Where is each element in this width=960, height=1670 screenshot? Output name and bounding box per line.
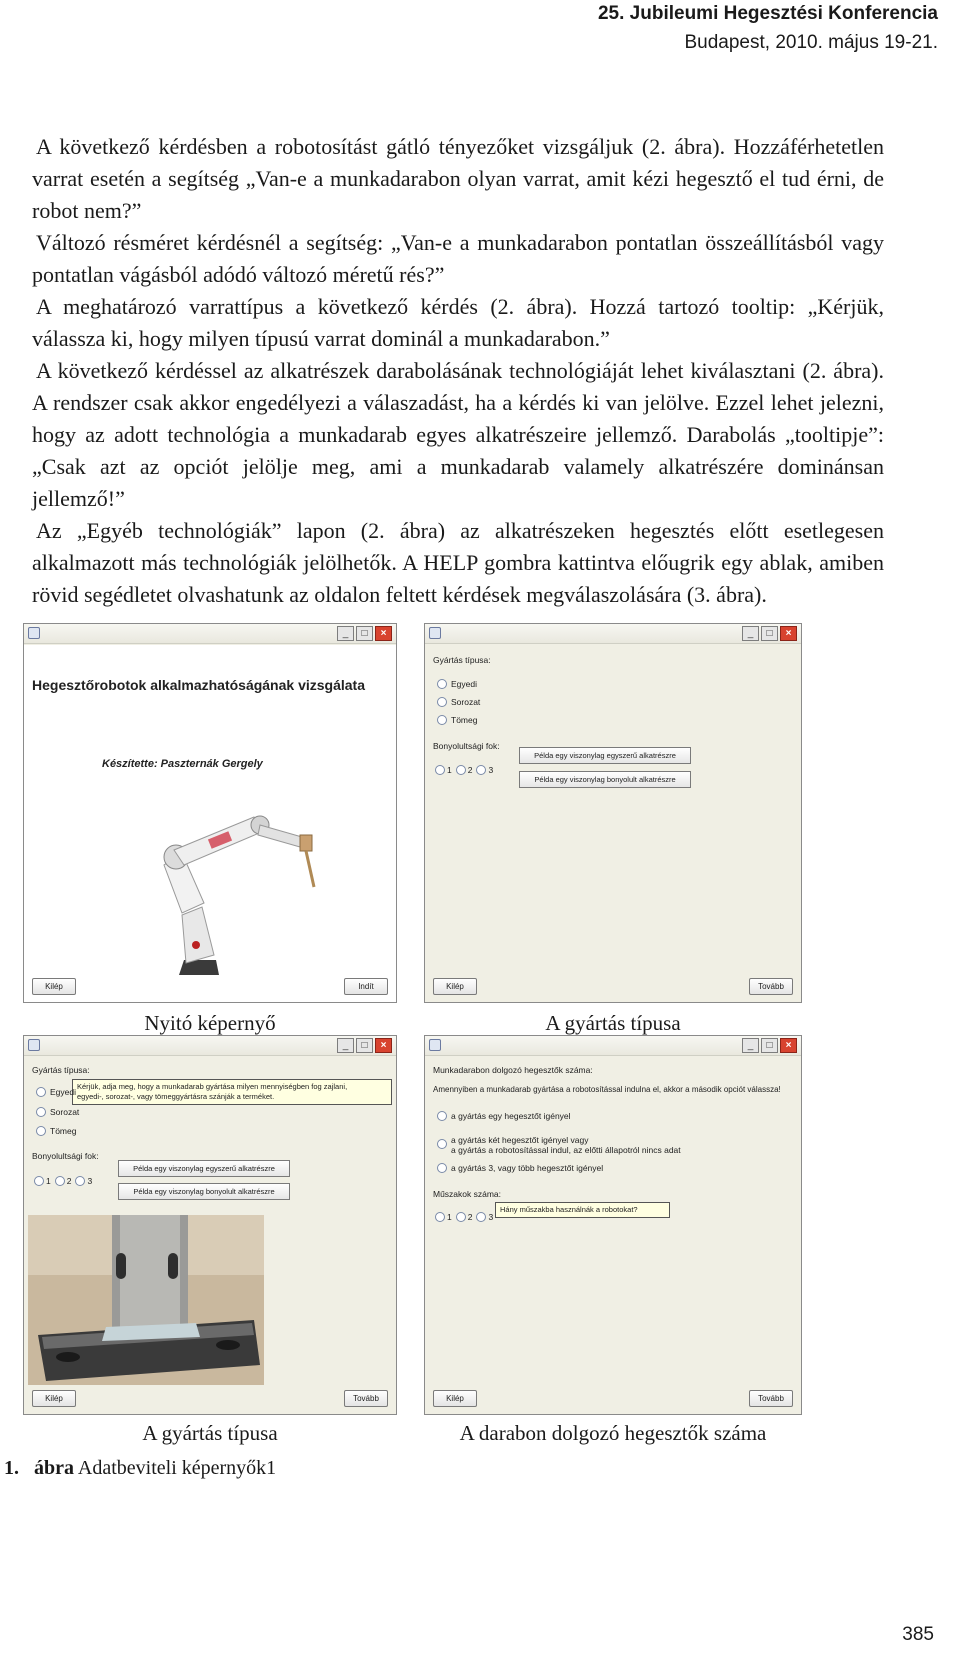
conference-place-date: Budapest, 2010. május 19-21. <box>684 32 938 53</box>
page-number: 385 <box>902 1624 934 1645</box>
complex-part-example-button[interactable]: Példa egy viszonylag bonyolult alkatrészre <box>118 1183 290 1200</box>
figure-text: Adatbeviteli képernyők1 <box>77 1457 277 1479</box>
screenshot-production-type-tooltip <box>23 1035 397 1415</box>
paragraph-3: A meghatározó varrattípus a következő kérdés (2. ábra). Hozzá tartozó tooltip: „Kérjük, válassza ki, hogy milyen típusú varrat dominál a munkadarabon.” <box>32 294 884 351</box>
app-icon <box>28 627 40 639</box>
minimize-icon[interactable]: _ <box>337 626 354 641</box>
caption-welder-count: A darabon dolgozó hegesztők száma <box>459 1421 767 1445</box>
app-icon <box>429 627 441 639</box>
title-bar <box>425 624 801 644</box>
shift-tooltip: Hány műszakba használnák a robotokat? <box>495 1202 670 1218</box>
radio-series[interactable]: Sorozat <box>437 697 480 707</box>
complexity-radio-2[interactable]: 2 <box>456 765 473 775</box>
title-bar <box>24 624 396 644</box>
paragraph-2: Változó résméret kérdésnél a segítség: „Van-e a munkadarabon pontatlan összeállításból vagy pontatlan vágásból adódó változó méretű rés?” <box>32 230 884 287</box>
caption-production-type-2: A gyártás típusa <box>142 1421 278 1445</box>
shift-count-label: Műszakok száma: <box>433 1189 502 1199</box>
production-type-label: Gyártás típusa: <box>32 1065 90 1075</box>
shift-radio-2[interactable]: 2 <box>456 1212 473 1222</box>
metal-part-image <box>28 1215 264 1385</box>
shift-radio-1[interactable]: 1 <box>435 1212 452 1222</box>
app-title: Hegesztőrobotok alkalmazhatóságának vizsgálata <box>32 677 365 693</box>
figure-caption <box>4 1455 276 1481</box>
complexity-label: Bonyolultsági fok: <box>32 1151 99 1161</box>
radio-series[interactable]: Sorozat <box>36 1107 79 1117</box>
bottom-bar <box>24 972 396 1002</box>
exit-button[interactable]: Kilép <box>32 978 76 995</box>
author-label: Készítette: Paszternák Gergely <box>102 758 263 770</box>
radio-single[interactable]: Egyedi <box>36 1087 76 1097</box>
maximize-icon[interactable]: □ <box>356 626 373 641</box>
maximize-icon[interactable]: □ <box>761 626 778 641</box>
complex-part-example-button[interactable]: Példa egy viszonylag bonyolult alkatrészre <box>519 771 691 788</box>
minimize-icon[interactable]: _ <box>742 1038 759 1053</box>
info-text: Amennyiben a munkadarab gyártása a robotosítással indulna el, akkor a második opciót válassza! <box>433 1085 781 1094</box>
figure-word: ábra <box>34 1457 74 1479</box>
complexity-radios <box>34 1176 96 1186</box>
radio-single[interactable]: Egyedi <box>437 679 477 689</box>
caption-production-type-1: A gyártás típusa <box>545 1011 681 1035</box>
body-text <box>32 131 884 611</box>
complexity-radio-2[interactable]: 2 <box>55 1176 72 1186</box>
next-button[interactable]: Tovább <box>344 1390 388 1407</box>
paragraph-5: Az „Egyéb technológiák” lapon (2. ábra) az alkatrészeken hegesztés előtt esetlegesen alkalmazott más technológiák jelölhetők. A HELP gombra kattintva előugrik egy ablak, amiben rövid segédletet olvashatunk az oldalon feltett kérdések megválaszolására (3. ábra). <box>32 518 884 607</box>
bottom-bar <box>425 972 801 1002</box>
shift-radio-3[interactable]: 3 <box>476 1212 493 1222</box>
exit-button[interactable]: Kilép <box>32 1390 76 1407</box>
close-icon[interactable]: × <box>780 1038 797 1053</box>
welder-count-label: Munkadarabon dolgozó hegesztők száma: <box>433 1065 593 1075</box>
minimize-icon[interactable]: _ <box>742 626 759 641</box>
minimize-icon[interactable]: _ <box>337 1038 354 1053</box>
page-header <box>598 0 938 58</box>
complexity-radio-3[interactable]: 3 <box>476 765 493 775</box>
production-type-tooltip: Kérjük, adja meg, hogy a munkadarab gyártása milyen mennyiségben fog zajlani, egyedi-, sorozat-, vagy tömeggyártásra szánják a terméket. <box>72 1079 392 1105</box>
caption-opening-screen: Nyitó képernyő <box>144 1011 276 1035</box>
start-button[interactable]: Indít <box>344 978 388 995</box>
complexity-radio-1[interactable]: 1 <box>34 1176 51 1186</box>
production-type-label: Gyártás típusa: <box>433 655 491 665</box>
complexity-radio-3[interactable]: 3 <box>75 1176 92 1186</box>
app-icon <box>28 1039 40 1051</box>
complexity-label: Bonyolultsági fok: <box>433 741 500 751</box>
bottom-bar <box>24 1384 396 1414</box>
maximize-icon[interactable]: □ <box>761 1038 778 1053</box>
shift-radios <box>435 1212 497 1222</box>
conference-title: 25. Jubileumi Hegesztési Konferencia <box>597 3 938 24</box>
radio-one-welder[interactable]: a gyártás egy hegesztőt igényel <box>437 1111 571 1121</box>
radio-two-welders[interactable]: a gyártás két hegesztőt igényel vagy a gyártás a robotosítással indul, az előtti állapotról nincs adat <box>437 1135 681 1155</box>
close-icon[interactable]: × <box>375 626 392 641</box>
radio-mass[interactable]: Tömeg <box>437 715 477 725</box>
app-icon <box>429 1039 441 1051</box>
simple-part-example-button[interactable]: Példa egy viszonylag egyszerű alkatrészre <box>519 747 691 764</box>
next-button[interactable]: Tovább <box>749 978 793 995</box>
maximize-icon[interactable]: □ <box>356 1038 373 1053</box>
screenshot-production-type <box>424 623 802 1003</box>
bottom-bar <box>425 1384 801 1414</box>
screenshot-opening-screen <box>23 623 397 1003</box>
title-bar <box>425 1036 801 1056</box>
exit-button[interactable]: Kilép <box>433 978 477 995</box>
close-icon[interactable]: × <box>780 626 797 641</box>
paragraph-1: A következő kérdésben a robotosítást gátló tényezőket vizsgáljuk (2. ábra). Hozzáférhetetlen varrat esetén a segítség „Van-e a munkadarabon olyan varrat, amit kézi hegesztő el tud érni, de robot nem?” <box>32 134 884 223</box>
complexity-radios <box>435 765 497 775</box>
simple-part-example-button[interactable]: Példa egy viszonylag egyszerű alkatrészre <box>118 1160 290 1177</box>
radio-three-welders[interactable]: a gyártás 3, vagy több hegesztőt igényel <box>437 1163 603 1173</box>
exit-button[interactable]: Kilép <box>433 1390 477 1407</box>
close-icon[interactable]: × <box>375 1038 392 1053</box>
title-bar <box>24 1036 396 1056</box>
screenshot-welder-count <box>424 1035 802 1415</box>
paragraph-4: A következő kérdéssel az alkatrészek darabolásának technológiáját lehet kiválasztani (2. ábra). A rendszer csak akkor engedélyezi a válaszadást, ha a kérdés ki van jelölve. Ezzel lehet jelezni, hogy az adott technológia a munkadarab egyes alkatrészeire jellemző. Darabolás „tooltipje”: „Csak azt az opciót jelölje meg, ami a munkadarab valamely alkatrészére dominánsan jellemző!” <box>32 358 884 511</box>
complexity-radio-1[interactable]: 1 <box>435 765 452 775</box>
welding-robot-image <box>124 795 344 985</box>
radio-mass[interactable]: Tömeg <box>36 1126 76 1136</box>
figure-number: 1. <box>4 1457 19 1479</box>
next-button[interactable]: Tovább <box>749 1390 793 1407</box>
